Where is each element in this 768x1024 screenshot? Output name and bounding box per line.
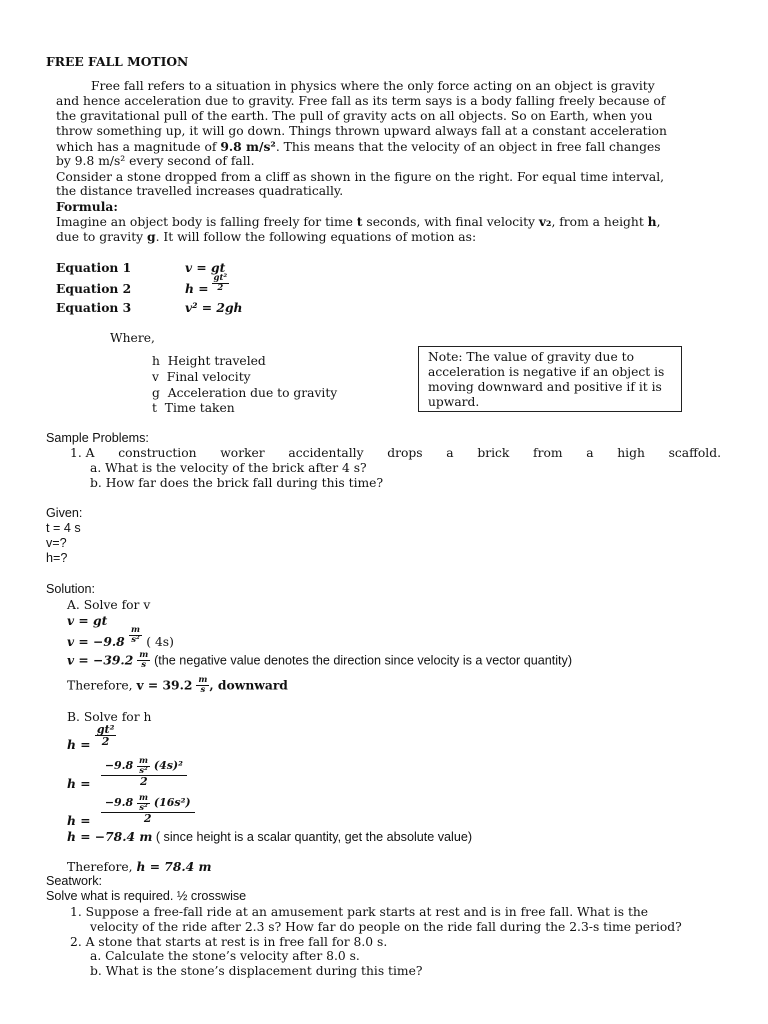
given-heading: Given: [46, 506, 83, 520]
equation-1-expr: v = gt [185, 260, 226, 275]
formula-intro-line-1: Imagine an object body is falling freely for time t seconds, with final velocity v₂, from a height h, [56, 214, 661, 229]
intro-line-2: and hence acceleration due to gravity. Free fall as its term says is a body falling freely because of [56, 94, 666, 108]
note-line-3: moving downward and positive if it is [428, 380, 662, 394]
intro-line-4: throw something up, it will go down. Things thrown upward always fall at a constant acceleration [56, 124, 667, 138]
v-therefore: Therefore, v = 39.2 $\frac{m}{s}$ , downward [67, 675, 288, 695]
seatwork-item-2: 2. A stone that starts at rest is in free fall for 8.0 s. [70, 935, 388, 949]
h-equation-1: h = $\frac{\text{gt²}}{2}$ [67, 723, 115, 752]
solve-h-heading: B. Solve for h [67, 710, 152, 724]
intro-line-1: Free fall refers to a situation in physics where the only force acting on an object is gravity [91, 79, 655, 93]
variable-t: t Time taken [152, 401, 235, 415]
v-equation-1: v = gt [67, 613, 108, 628]
problem-1b: b. How far does the brick fall during this time? [90, 476, 384, 490]
solution-heading: Solution: [46, 582, 96, 596]
equation-1-label: Equation 1 [56, 260, 132, 275]
given-t: t = 4 s [46, 521, 81, 535]
problem-1a: a. What is the velocity of the brick after 4 s? [90, 461, 367, 475]
seatwork-heading: Seatwork: [46, 874, 102, 888]
variable-v: v Final velocity [152, 370, 251, 384]
v-equation-3: v = −39.2 $\frac{m}{s}$ (the negative value denotes the direction since velocity is a vector quantity) [67, 650, 573, 670]
variable-g: g Acceleration due to gravity [152, 386, 338, 400]
where-label: Where, [110, 331, 155, 345]
intro-line-5: which has a magnitude of 9.8 m/s². This means that the velocity of an object in free fall changes [56, 139, 661, 154]
formula-intro-line-2: due to gravity g. It will follow the following equations of motion as: [56, 229, 477, 244]
equation-2-expr: h = $\frac{\text{gt²}}{2}$ [185, 273, 228, 296]
note-line-4: upward. [428, 395, 480, 409]
h-equation-4: h = −78.4 m ( since height is a scalar quantity, get the absolute value) [67, 829, 473, 844]
equation-3-expr: v² = 2gh [185, 300, 243, 315]
given-v: v=? [46, 536, 67, 550]
given-h: h=? [46, 551, 68, 565]
variable-h: h Height traveled [152, 354, 266, 368]
equation-2-label: Equation 2 [56, 281, 132, 296]
note-line-2: acceleration is negative if an object is [428, 365, 665, 379]
intro-line-6: by 9.8 m/s² every second of fall. [56, 154, 255, 168]
note-line-1: Note: The value of gravity due to [428, 350, 635, 364]
sample-problems-heading: Sample Problems: [46, 431, 149, 445]
seatwork-item-1-line-1: 1. Suppose a free-fall ride at an amusement park starts at rest and is in free fall. What is the [70, 905, 649, 919]
h-therefore: Therefore, h = 78.4 m [67, 859, 212, 874]
page-title: FREE FALL MOTION [46, 54, 189, 69]
intro-line-3: the gravitational pull of the earth. The pull of gravity acts on all objects. So on Earth, when you [56, 109, 653, 123]
gravity-note-box [418, 346, 682, 412]
seatwork-item-2a: a. Calculate the stone’s velocity after 8.0 s. [90, 949, 360, 963]
seatwork-item-1-line-2: velocity of the ride after 2.3 s? How far do people on the ride fall during the 2.3-s time period? [90, 920, 682, 934]
problem-1-statement: 1. A construction worker accidentally drops a brick from a high scaffold. [70, 446, 721, 460]
formula-heading: Formula: [56, 199, 118, 214]
intro-line-8: the distance travelled increases quadratically. [56, 184, 344, 198]
v-equation-2: v = −9.8 $\frac{m}{\text{s²}}$ ( 4s) [67, 625, 174, 649]
equation-3-label: Equation 3 [56, 300, 132, 315]
h-equation-3: h = −9.8 $\frac{m}{\text{s²}}$ (16s²) 2 [67, 794, 195, 824]
solve-v-heading: A. Solve for v [67, 598, 151, 612]
seatwork-instructions: Solve what is required. ½ crosswise [46, 889, 247, 903]
intro-line-7: Consider a stone dropped from a cliff as shown in the figure on the right. For equal time interval, [56, 170, 665, 184]
h-equation-2: h = −9.8 $\frac{m}{\text{s²}}$ (4s)² 2 [67, 757, 187, 787]
seatwork-item-2b: b. What is the stone’s displacement during this time? [90, 964, 423, 978]
